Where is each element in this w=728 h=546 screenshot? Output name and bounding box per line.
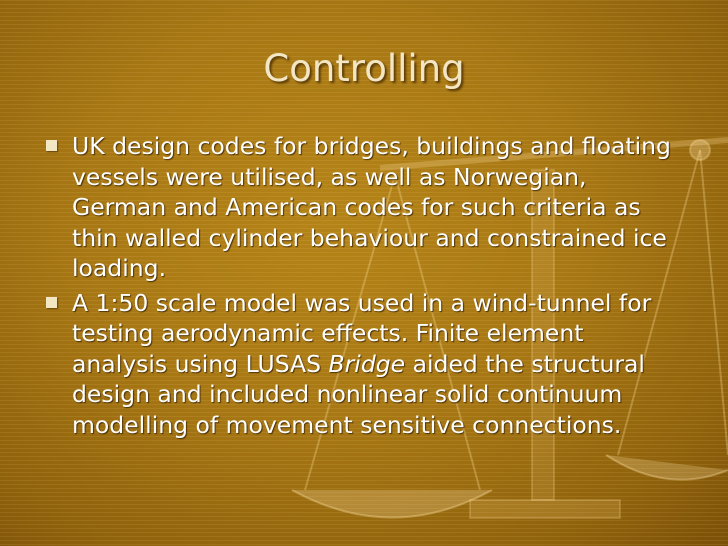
bullet-text-italic: Bridge	[328, 349, 406, 378]
bullet-list	[46, 131, 686, 444]
bullet-text-end: aided the structural design and included nonlinear solid continuum modelling of movement sensitive connections.	[72, 349, 645, 439]
square-bullet-icon	[46, 297, 57, 308]
bullet-text: UK design codes for bridges, buildings and floating vessels were utilised, as well as Norwegian, German and American codes for such criteria as thin walled cylinder behaviour and constrained ice loading.	[72, 132, 671, 282]
bullet-item	[46, 288, 686, 441]
bullet-item	[46, 131, 686, 284]
square-bullet-icon	[46, 140, 57, 151]
bullet-text-start: A 1:50 scale model was used in a wind-tunnel for testing aerodynamic effects. Finite element analysis using LUSAS	[72, 288, 652, 378]
slide-title: Controlling	[263, 47, 465, 90]
